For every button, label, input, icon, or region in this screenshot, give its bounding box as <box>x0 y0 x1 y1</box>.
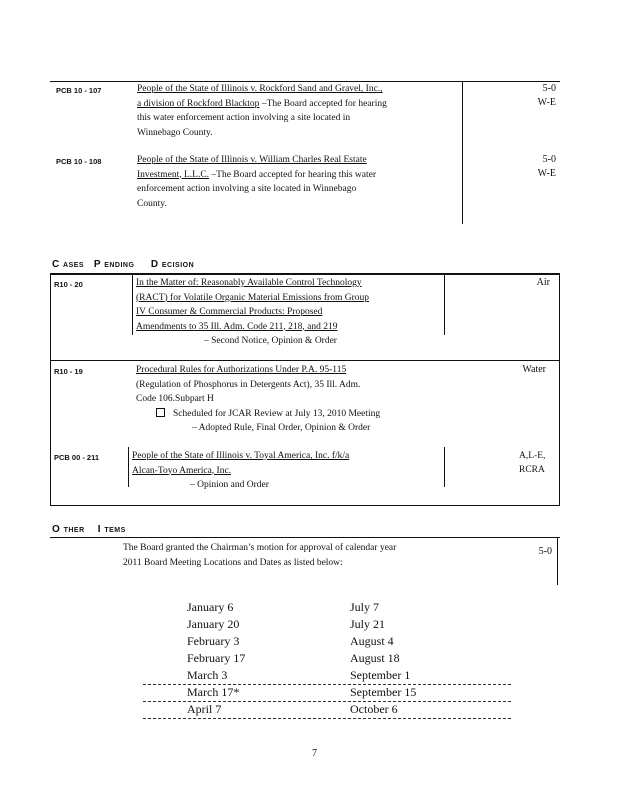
case-title: People of the State of Illinois v. Toyal America, Inc. f/k/a <box>132 451 350 461</box>
vote-count: 5-0 <box>538 546 552 557</box>
case-number: PCB 10 - 108 <box>56 157 102 166</box>
heading-word: ENDING <box>104 262 135 269</box>
table-right-border <box>559 273 560 506</box>
case-title: In the Matter of: Reasonably Available Control Technology <box>136 278 362 288</box>
col-divider <box>444 447 445 487</box>
vote-count: 5-0 <box>542 154 556 165</box>
col-divider <box>128 447 129 487</box>
meeting-date: July 7 <box>350 600 380 614</box>
case-number: R10 - 19 <box>54 367 83 376</box>
heading-word: TEMS <box>104 527 126 534</box>
case-description <box>136 363 441 436</box>
case-text: this water enforcement action involving a site located in <box>137 113 351 123</box>
vote-type: Water <box>522 364 546 375</box>
case-text: Winnebago County. <box>137 127 213 138</box>
case-title: Amendments to 35 Ill. Adm. Code 211, 218, and 219 <box>136 321 338 332</box>
page-number: 7 <box>312 748 317 759</box>
calendar-divider <box>143 701 511 702</box>
calendar-divider <box>143 718 511 719</box>
case-text: County. <box>137 198 167 209</box>
vote-type: A,L-E, <box>519 451 546 461</box>
heading-letter: C <box>52 259 60 270</box>
table-top-border <box>50 273 560 275</box>
meeting-date: February 3 <box>187 634 240 648</box>
case-title: Alcan-Toyo America, Inc. <box>132 465 232 476</box>
vote-type: RCRA <box>519 465 545 475</box>
vote-type: W-E <box>537 168 556 179</box>
case-text: enforcement action involving a site located in Winnebago <box>137 184 357 194</box>
other-items-rule <box>50 537 560 538</box>
meeting-date: September 15 <box>350 685 417 699</box>
checkbox-bullet-icon <box>156 408 165 417</box>
heading-letter: P <box>93 259 101 270</box>
col-divider <box>132 275 133 335</box>
meeting-date: February 17 <box>187 651 246 665</box>
meeting-date: September 1 <box>350 668 411 682</box>
section-heading-other-items <box>52 524 126 535</box>
case-text: –The Board accepted for hearing <box>259 98 387 109</box>
case-description <box>137 82 452 140</box>
heading-word: ASES <box>63 262 85 269</box>
case-number: PCB 00 - 211 <box>54 453 100 462</box>
case-action: – Opinion and Order <box>190 480 269 490</box>
vote-type: W-E <box>537 97 556 108</box>
case-text: (Regulation of Phosphorus in Detergents Act), 35 Ill. Adm. <box>136 379 361 390</box>
case-action: – Adopted Rule, Final Order, Opinion & Order <box>192 423 371 433</box>
case-description <box>132 449 442 493</box>
meeting-date: October 6 <box>350 702 398 716</box>
case-number: PCB 10 - 107 <box>56 86 102 95</box>
meeting-date: March 17* <box>187 685 240 699</box>
meeting-date: March 3 <box>187 668 228 682</box>
section-heading-cases-pending-decision <box>52 259 194 270</box>
table-bottom-border <box>50 505 560 506</box>
meeting-date: January 6 <box>187 600 234 614</box>
meeting-date: August 4 <box>350 634 394 648</box>
case-text: –The Board accepted for hearing this water <box>209 169 377 180</box>
case-title: (RACT) for Volatile Organic Material Emissions from Group <box>136 292 369 303</box>
case-text: Code 106.Subpart H <box>136 394 214 404</box>
heading-letter: O <box>52 524 61 535</box>
case-title: IV Consumer & Commercial Products: Proposed <box>136 307 323 317</box>
vote-count: 5-0 <box>542 83 556 94</box>
meeting-date: July 21 <box>350 617 386 631</box>
other-items-divider <box>557 537 558 585</box>
row-divider <box>50 360 560 361</box>
heading-letter: D <box>150 259 159 270</box>
column-divider <box>462 81 463 224</box>
case-title: People of the State of Illinois v. William Charles Real Estate <box>137 155 367 165</box>
case-description <box>137 153 452 211</box>
table-left-border <box>50 273 51 506</box>
case-title-cont: a division of Rockford Blacktop <box>137 98 260 109</box>
case-note: Scheduled for JCAR Review at July 13, 2010 Meeting <box>173 408 381 419</box>
case-title: Procedural Rules for Authorizations Under P.A. 95-115 <box>136 365 347 375</box>
other-items-text <box>123 541 523 570</box>
heading-word: THER <box>63 527 85 534</box>
vote-type: Air <box>536 277 550 288</box>
heading-letter: I <box>97 524 102 535</box>
case-number: R10 - 20 <box>54 280 83 289</box>
case-description <box>136 276 441 349</box>
other-items-line: 2011 Board Meeting Locations and Dates as listed below: <box>123 557 343 568</box>
case-title: People of the State of Illinois v. Rockford Sand and Gravel, Inc., <box>137 84 383 94</box>
case-action: – Second Notice, Opinion & Order <box>204 336 337 346</box>
calendar-divider <box>143 684 511 685</box>
other-items-line: The Board granted the Chairman’s motion for approval of calendar year <box>123 543 397 553</box>
col-divider <box>444 275 445 335</box>
meeting-date: January 20 <box>187 617 240 631</box>
heading-word: ECISION <box>161 262 195 269</box>
case-title-cont: Investment, L.L.C. <box>137 169 210 180</box>
meeting-date: April 7 <box>187 702 222 716</box>
meeting-date: August 18 <box>350 651 400 665</box>
